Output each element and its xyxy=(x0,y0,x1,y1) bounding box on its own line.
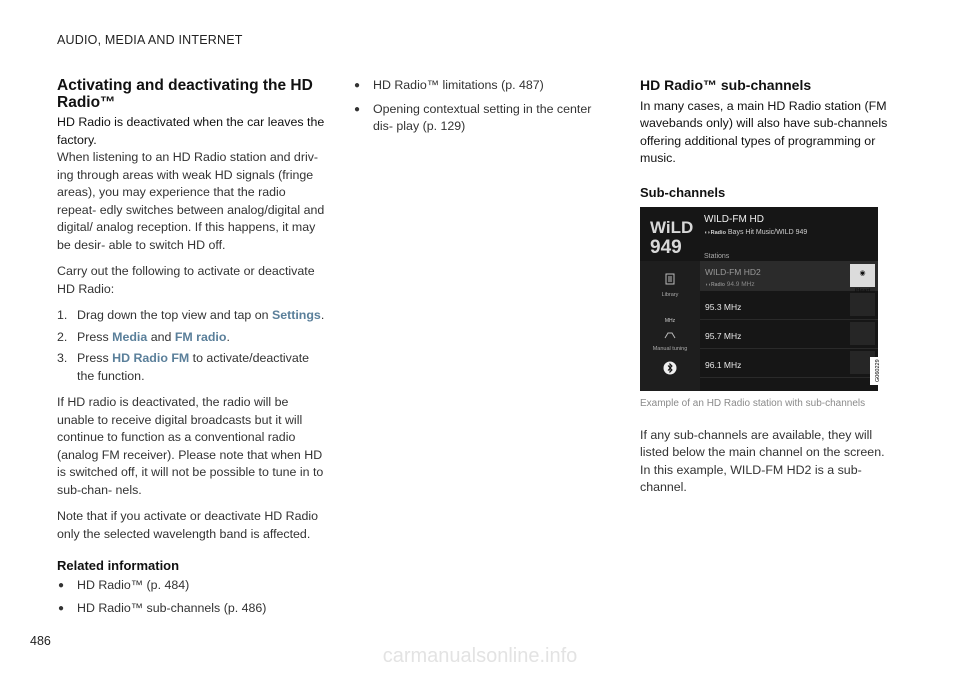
column-right xyxy=(640,77,896,506)
screen-sidebar xyxy=(640,261,700,391)
stations-label: Stations xyxy=(704,253,730,260)
bullet-icon: ● xyxy=(354,80,361,91)
lead-paragraph: HD Radio is deactivated when the car leaves the factory. xyxy=(57,115,325,147)
paragraph: If any sub-channels are available, they will listed below the main channel on the screen. In this example, WILD-FM HD2 is a sub-channel. xyxy=(640,427,885,494)
paragraph: If HD radio is deactivated, the radio will be unable to receive digital broadcasts but it will continue to function as a conventional radio (analog FM receiver). Please note that when HD is switched off, it will not be possible to tune in to sub-chan- nels. xyxy=(57,395,324,497)
station-row[interactable]: 96.1 MHz xyxy=(700,348,878,378)
station-row[interactable]: 95.3 MHz xyxy=(700,290,878,320)
ui-label-settings: Settings xyxy=(271,308,321,322)
paragraph: Note that if you activate or deactivate HD Radio only the selected wavelength band is affected. xyxy=(57,509,319,541)
related-list xyxy=(57,577,325,618)
step-item: 1. Drag down the top view and tap on Settings. xyxy=(57,308,325,322)
library-icon xyxy=(665,273,675,285)
section-heading: HD Radio™ sub-channels xyxy=(640,77,812,93)
watermark: carmanualsonline.info xyxy=(382,645,578,667)
sub-channel-row[interactable]: WILD-FM HD2 ◖◗Radio 94.9 MHz ◉ iHeart xyxy=(700,261,878,291)
bullet-icon: ● xyxy=(354,103,361,115)
mhz-label: MHz xyxy=(664,318,676,324)
ui-label-hd-radio-fm: HD Radio FM xyxy=(112,351,190,365)
manual-tuning-button[interactable]: MHz Manual tuning xyxy=(640,313,700,358)
related-link[interactable]: ● HD Radio™ limitations (p. 487) xyxy=(353,77,608,95)
iheart-icon: ◉ xyxy=(859,270,866,277)
paragraph: Carry out the following to activate or deactivate HD Radio: xyxy=(57,264,315,296)
stations-list xyxy=(700,261,878,391)
step-item: 3. Press HD Radio FM to activate/deactivate the function. xyxy=(57,351,310,383)
paragraph: When listening to an HD Radio station and driv- ing through areas with weak HD signals (fringe areas), you may experience that the radio repeat- edly switches between analog/digital and digital/ analog reception. If this happens, it may be desir- able to switch HD off. xyxy=(57,150,325,252)
hd-radio-badge: ◖◗Radio xyxy=(704,230,726,236)
related-heading: Related information xyxy=(57,558,180,573)
related-link[interactable]: ● HD Radio™ (p. 484) xyxy=(57,577,325,595)
related-link[interactable]: ● HD Radio™ sub-channels (p. 486) xyxy=(57,600,325,618)
ui-label-fm-radio: FM radio xyxy=(174,329,227,344)
station-thumbnail xyxy=(850,293,875,316)
figure-caption: Example of an HD Radio station with sub-channels xyxy=(640,398,866,409)
lead-paragraph: In many cases, a main HD Radio station (FM wavebands only) will also have sub-channels offering additional types of programming or music. xyxy=(640,98,888,165)
step-item: 2. Press Media and FM radio. xyxy=(57,329,230,344)
section-heading: Activating and deactivating the HD Radio™ xyxy=(57,77,313,111)
image-code: G060229 xyxy=(870,357,878,385)
library-button[interactable]: Library xyxy=(640,273,700,305)
station-logo xyxy=(649,213,693,257)
radio-screen-image xyxy=(640,207,881,391)
column-left xyxy=(57,77,325,624)
steps-list xyxy=(57,307,325,385)
ui-label-media: Media xyxy=(112,329,148,344)
column-middle xyxy=(353,77,608,142)
station-title: WILD-FM HD xyxy=(704,214,764,225)
tuning-icon xyxy=(664,331,676,339)
iheart-radio-logo: ◉ iHeart xyxy=(850,264,875,287)
bluetooth-button[interactable] xyxy=(640,361,700,384)
page-number: 486 xyxy=(30,634,51,648)
bullet-icon: ● xyxy=(58,603,65,614)
svg-text:949: 949 xyxy=(650,237,682,258)
station-row[interactable]: 95.7 MHz xyxy=(700,319,878,349)
related-list-continued xyxy=(353,77,608,136)
page-header: AUDIO, MEDIA AND INTERNET xyxy=(57,33,243,47)
svg-text:WiLD: WiLD xyxy=(650,218,694,237)
figure-heading: Sub-channels xyxy=(640,184,726,200)
bullet-icon: ● xyxy=(58,579,65,591)
related-link[interactable]: ● Opening contextual setting in the center dis- play (p. 129) xyxy=(354,101,592,133)
bluetooth-icon xyxy=(663,361,677,375)
station-subtitle: ◖◗Radio Bays Hit Music/WILD 949 xyxy=(704,229,808,236)
hd-radio-badge: ◖◗Radio xyxy=(705,282,725,288)
station-thumbnail xyxy=(850,322,875,345)
